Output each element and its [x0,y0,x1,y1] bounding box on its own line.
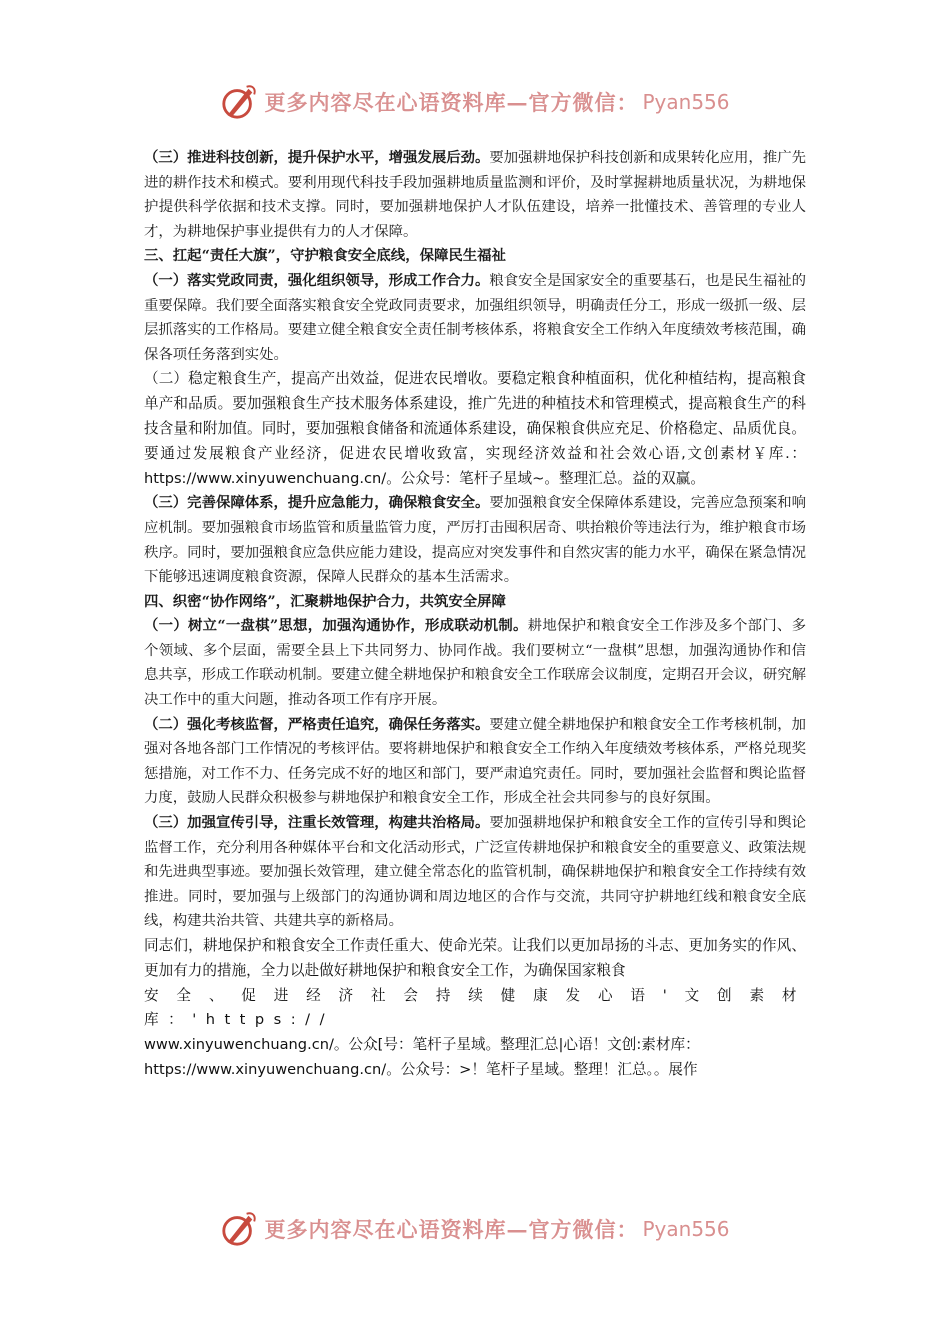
paragraph-3-1 [144,269,806,367]
closing-line-4: https://www.xinyuwenchuang.cn/。公众号：>！笔杆子星域。整理！汇总。。展作 [144,1061,698,1078]
paragraph-body: 要加强耕地保护科技创新和成果转化应用，推广先进的耕作技术和模式。要利用现代科技手段加强耕地质量监测和评价，及时掌握耕地质量状况，为耕地保护提供科学依据和技术支撑。同时，要加强耕地保护人才队伍建设，培养一批懂技术、善管理的专业人才，为耕地保护事业提供有力的人才保障。 [144,150,806,240]
paragraph-title: （三）加强宣传引导，注重长效管理，构建共治格局。 [144,814,490,832]
paragraph-3-3 [144,491,806,589]
paragraph-4-3 [144,811,806,934]
paragraph-4-1 [144,614,806,712]
document-body [144,146,806,1083]
paragraph-title: （一）树立“一盘棋”思想，加强沟通协作，形成联动机制。 [144,617,528,635]
footer-banner [0,1207,950,1251]
quill-logo-icon [220,83,258,121]
paragraph-2-3 [144,146,806,244]
paragraph-body: 要建立健全耕地保护和粮食安全工作考核机制，加强对各地各部门工作情况的考核评估。要将耕地保护和粮食安全工作纳入年度绩效考核体系，严格兑现奖惩措施，对工作不力、任务完成不好的地区和部门，要严肃追究责任。同时，要加强社会监督和舆论监督力度，鼓励人民群众积极参与耕地保护和粮食安全工作，形成全社会共同参与的良好氛围。 [144,716,806,807]
paragraph-body: 耕地保护和粮食安全工作涉及多个部门、多个领域、多个层面，需要全县上下共同努力、协同作战。我们要树立“一盘棋”思想，加强沟通协作和信息共享，形成工作联动机制。要建立健全耕地保护和粮食安全工作联席会议制度，定期召开会议，研究解决工作中的重大问题，推动各项工作有序开展。 [144,618,806,709]
closing-line-3: www.xinyuwenchuang.cn/。公众[号：笔杆子星域。整理汇总|心语！文创:素材库： [144,1036,700,1054]
banner-text: 更多内容尽在心语资料库—官方微信： [264,1217,639,1242]
paragraph-title: （三）完善保障体系，提升应急能力，确保粮食安全。 [144,494,490,512]
header-banner [0,80,950,124]
closing-line-1: 同志们，耕地保护和粮食安全工作责任重大、使命光荣。让我们以更加昂扬的斗志、更加务实的作风、更加有力的措施，全力以赴做好耕地保护和粮食安全工作，为确保国家粮食 [144,937,806,979]
quill-logo-icon [220,1210,258,1248]
paragraph-title: （二）强化考核监督，严格责任追究，确保任务落实。 [144,715,490,733]
banner-text: 更多内容尽在心语资料库—官方微信： [264,90,639,115]
section-heading-3: 三、扛起“责任大旗”，守护粮食安全底线，保障民生福祉 [144,247,506,265]
banner-wechat-id: Pyan556 [642,90,730,114]
paragraph-title: （三）推进科技创新，提升保护水平，增强发展后劲。 [144,149,490,166]
paragraph-body: 要加强粮食安全保障体系建设，完善应急预案和响应机制。要加强粮食市场监管和质量监管力度，严厉打击囤积居奇、哄抬粮价等违法行为，维护粮食市场秩序。同时，要加强粮食应急供应能力建设，提高应对突发事件和自然灾害的能力水平，确保在紧急情况下能够迅速调度粮食资源，保障人民群众的基本生活需求。 [144,495,806,586]
paragraph-title: （一）落实党政同责，强化组织领导，形成工作合力。 [144,271,490,289]
paragraph-4-2 [144,713,806,811]
banner-wechat-id: Pyan556 [642,1217,730,1241]
paragraph-body: 粮食安全是国家安全的重要基石，也是民生福祉的重要保障。我们要全面落实粮食安全党政同责要求，加强组织领导，明确责任分工，形成一级抓一级、层层抓落实的工作格局。要建立健全粮食安全责任制考核体系，将粮食安全工作纳入年度绩效考核范围，确保各项任务落到实处。 [144,272,806,363]
section-heading-4: 四、织密“协作网络”，汇聚耕地保护合力，共筑安全屏障 [144,592,506,610]
paragraph-3-2: （二）稳定粮食生产，提高产出效益，促进农民增收。要稳定粮食种植面积，优化种植结构，提高粮食单产和品质。要加强粮食生产技术服务体系建设，推广先进的种植技术和管理模式，提高粮食生产的科技含量和附加值。同时，要加强粮食储备和流通体系建设，确保粮食供应充足、价格稳定、品质优良。要通过发展粮食产业经济，促进农民增收致富，实现经济效益和社会效心语,文创素材￥库.：https://www.xinyuwenchuang.cn/。公众号：笔杆子星域~。整理汇总。益的双赢。 [144,370,806,487]
paragraph-body: 要加强耕地保护和粮食安全工作的宣传引导和舆论监督工作，充分利用各种媒体平台和文化活动形式，广泛宣传耕地保护和粮食安全的重要意义、政策法规和先进典型事迹。要加强长效管理，建立健全常态化的监管机制，确保耕地保护和粮食安全工作持续有效推进。同时，要加强与上级部门的沟通协调和周边地区的合作与交流，共同守护耕地红线和粮食安全底线，构建共治共管、共建共享的新格局。 [144,815,806,930]
closing-line-2: 安全、促进经济社会持续健康发心语'文创素材库：'https:// [144,986,806,1029]
